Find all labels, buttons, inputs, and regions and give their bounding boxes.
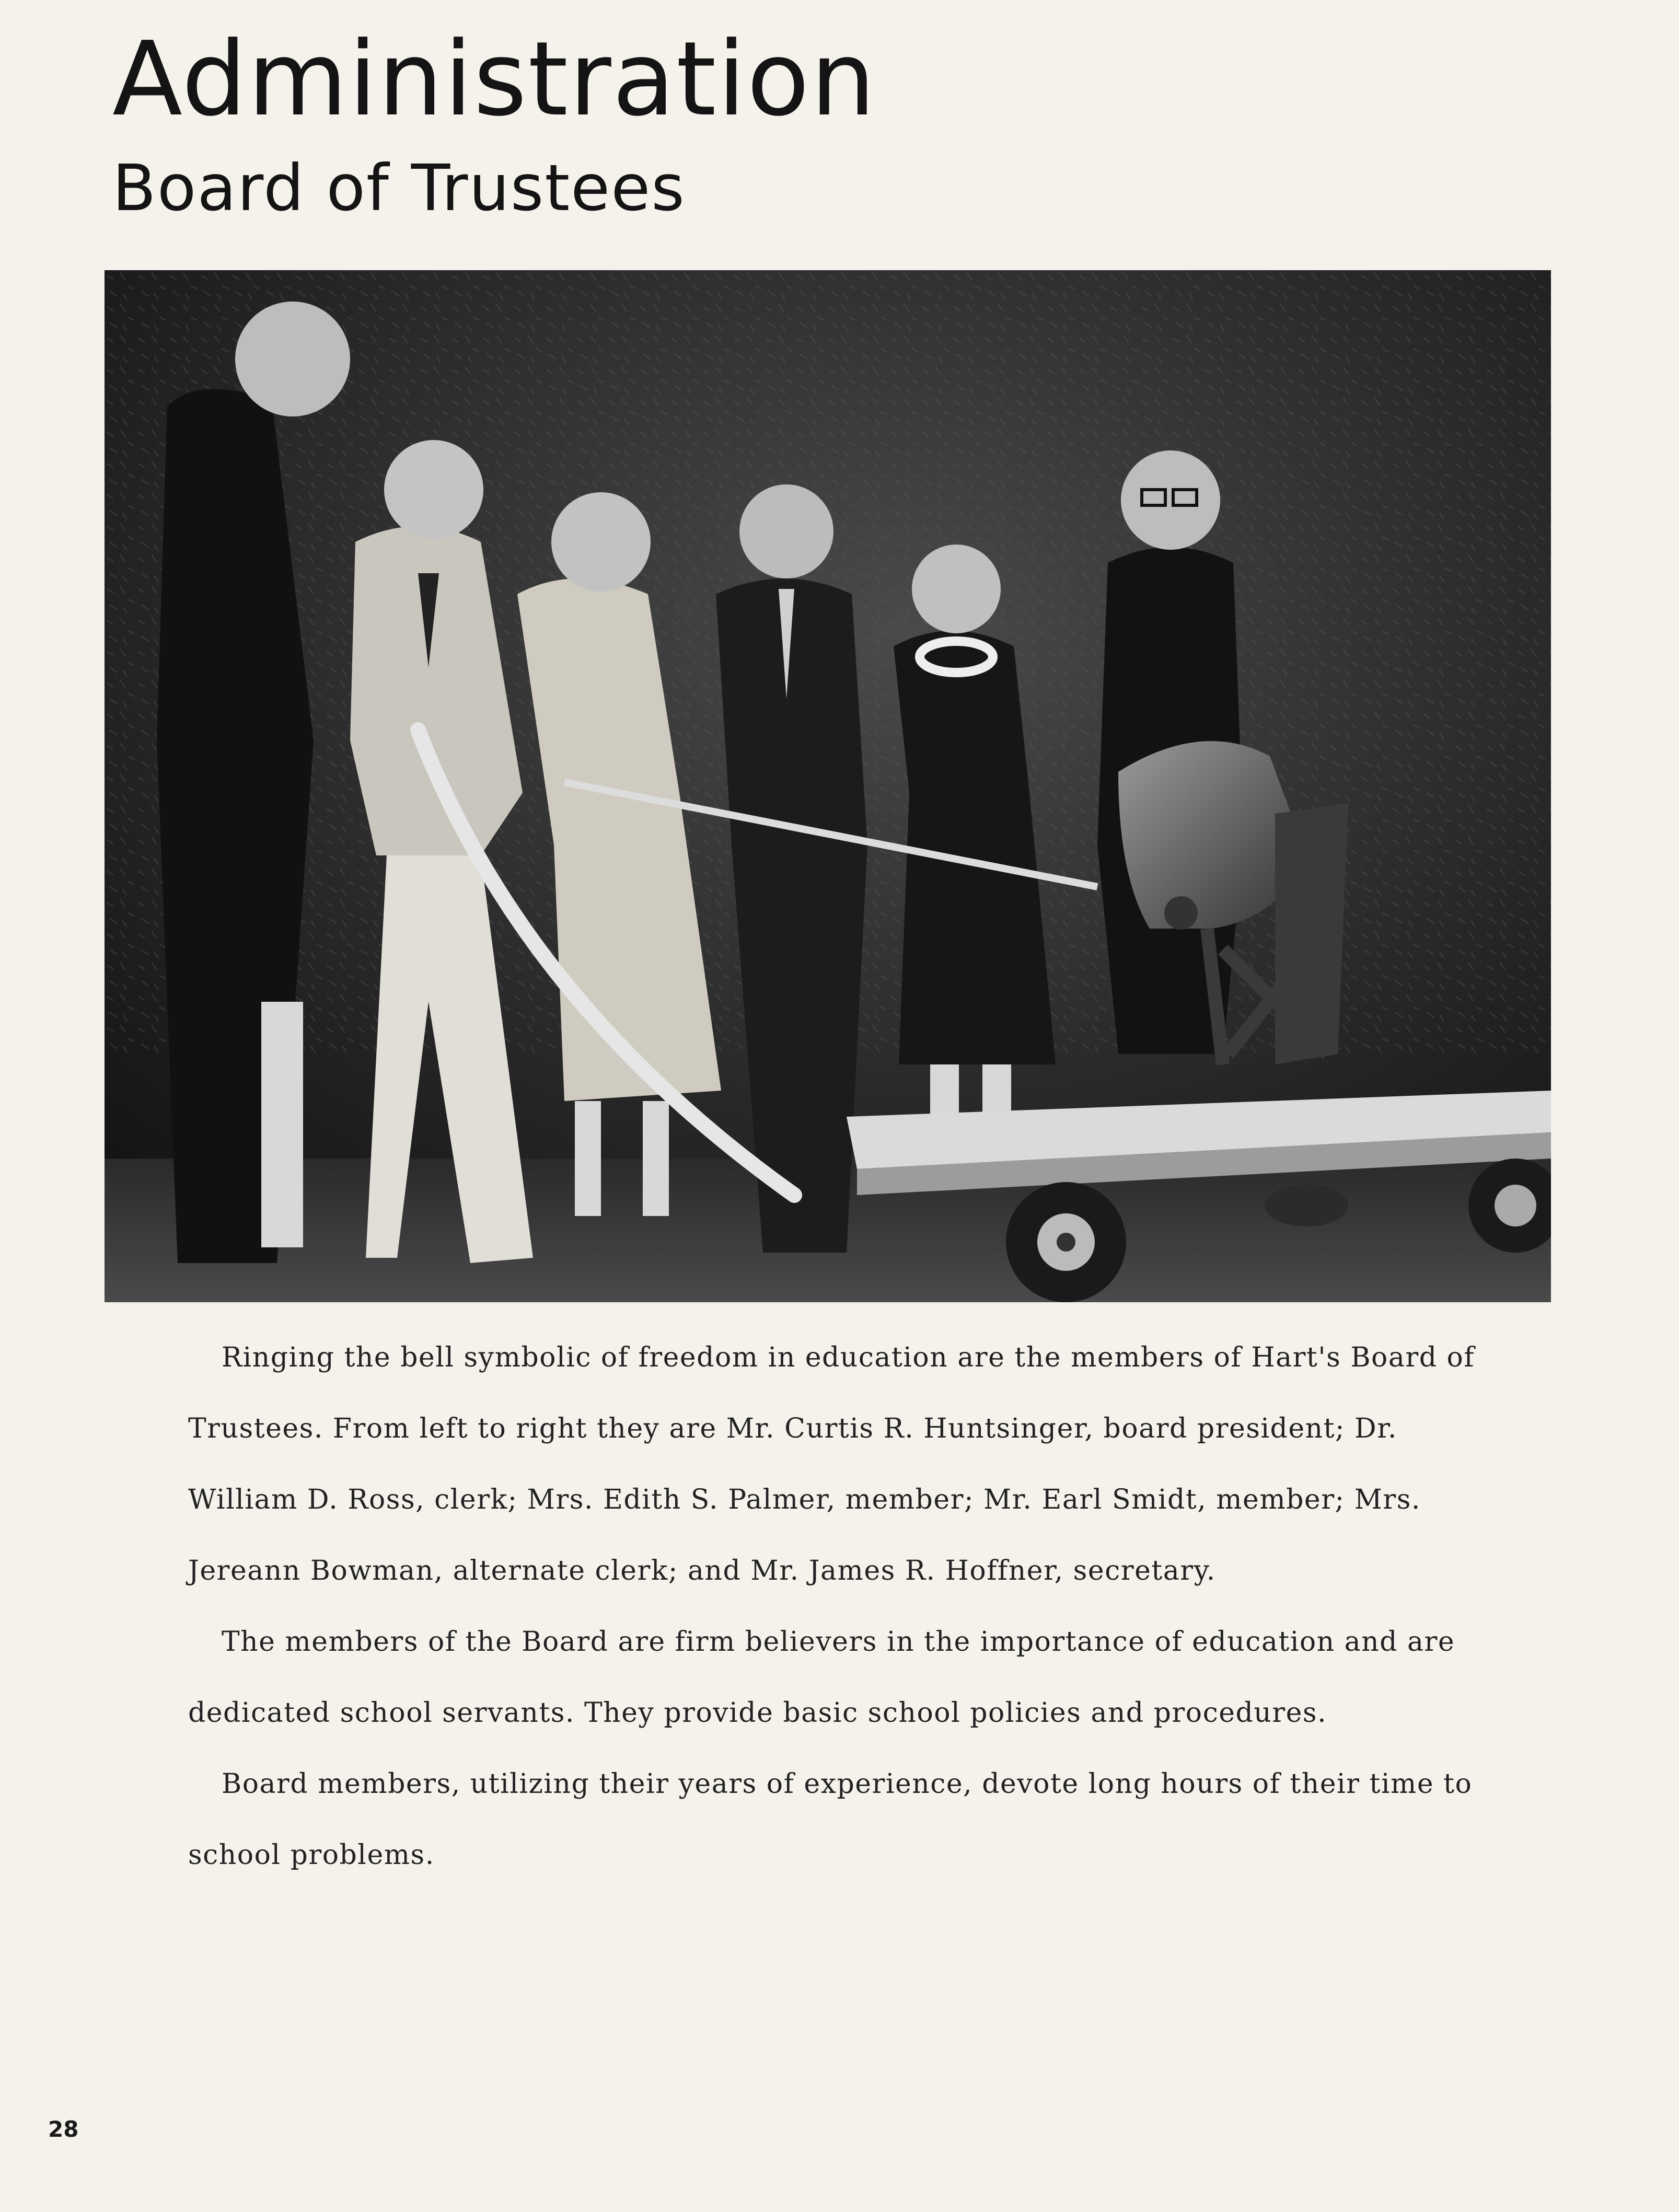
board-photo [105,270,1551,1302]
page-title: Administration [112,20,877,139]
caption [188,1322,1515,1891]
section-title: Board of Trustees [112,151,686,225]
caption-paragraph-3: Board members, utilizing their years of experience, devote long hours of their time to school problems. [188,1768,1473,1871]
caption-paragraph-1: Ringing the bell symbolic of freedom in education are the members of Hart's Board of Trustees. From left to right they are Mr. Curtis R. Huntsinger, board president; Dr. William D. Ross, clerk; Mrs. Edith S. Palmer, member; Mr. Earl Smidt, member; Mrs. Jereann Bowman, alternate clerk; and Mr. James R. Hoffner, secretary. [188,1342,1475,1586]
caption-paragraph-2: The members of the Board are firm believers in the importance of education and are dedicated school servants. They provide basic school policies and procedures. [188,1626,1455,1729]
page-number: 28 [48,2116,79,2142]
